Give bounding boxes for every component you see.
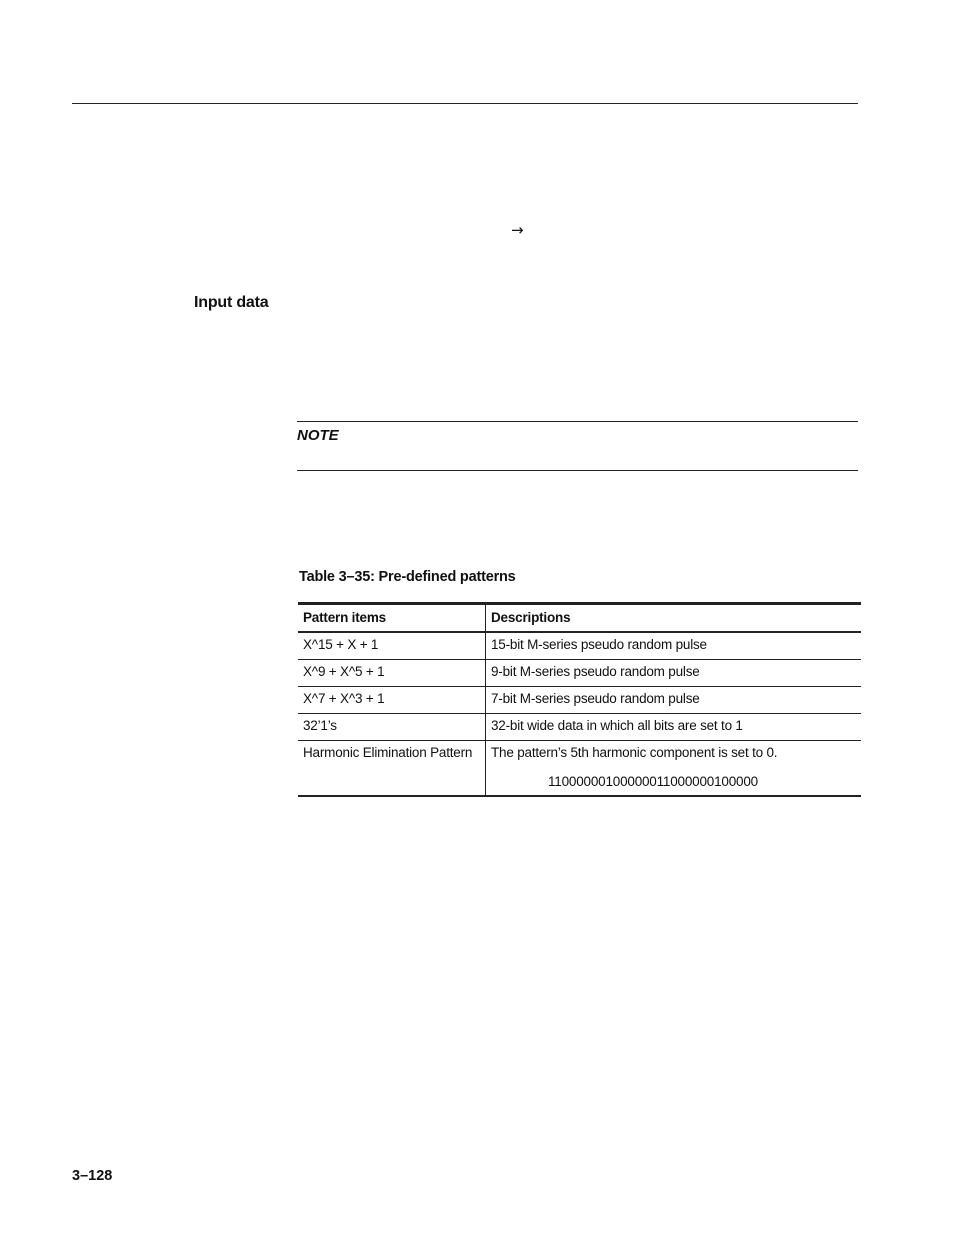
table-header-row [298, 604, 861, 633]
table-row [298, 687, 861, 714]
description-cell: 15-bit M-series pseudo random pulse [486, 632, 862, 660]
table-row [298, 660, 861, 687]
patterns-table [298, 602, 861, 797]
note-rule-bottom [297, 470, 858, 471]
note-rule-top [297, 421, 858, 422]
column-header-pattern-items: Pattern items [298, 604, 486, 633]
section-heading: Input data [194, 294, 269, 311]
pattern-item-cell: Harmonic Elimination Pattern [298, 741, 486, 797]
description-text: The pattern’s 5th harmonic component is set to 0. [491, 745, 778, 760]
description-cell: 7-bit M-series pseudo random pulse [486, 687, 862, 714]
description-cell: 9-bit M-series pseudo random pulse [486, 660, 862, 687]
table-caption: Table 3–35: Pre-defined patterns [299, 569, 516, 585]
header-rule [72, 103, 858, 104]
description-cell [486, 741, 862, 797]
table-row [298, 714, 861, 741]
page-number: 3–128 [72, 1168, 113, 1184]
column-header-descriptions: Descriptions [486, 604, 862, 633]
note-label: NOTE [297, 427, 339, 444]
pattern-item-cell: 32’1’s [298, 714, 486, 741]
description-cell: 32-bit wide data in which all bits are set to 1 [486, 714, 862, 741]
arrow-glyph: → [511, 221, 524, 239]
pattern-item-cell: X^7 + X^3 + 1 [298, 687, 486, 714]
table-row [298, 632, 861, 660]
pattern-item-cell: X^9 + X^5 + 1 [298, 660, 486, 687]
table-row [298, 741, 861, 797]
pattern-item-cell: X^15 + X + 1 [298, 632, 486, 660]
pattern-bit-sequence: 11000000100000011000000100000 [548, 774, 758, 789]
